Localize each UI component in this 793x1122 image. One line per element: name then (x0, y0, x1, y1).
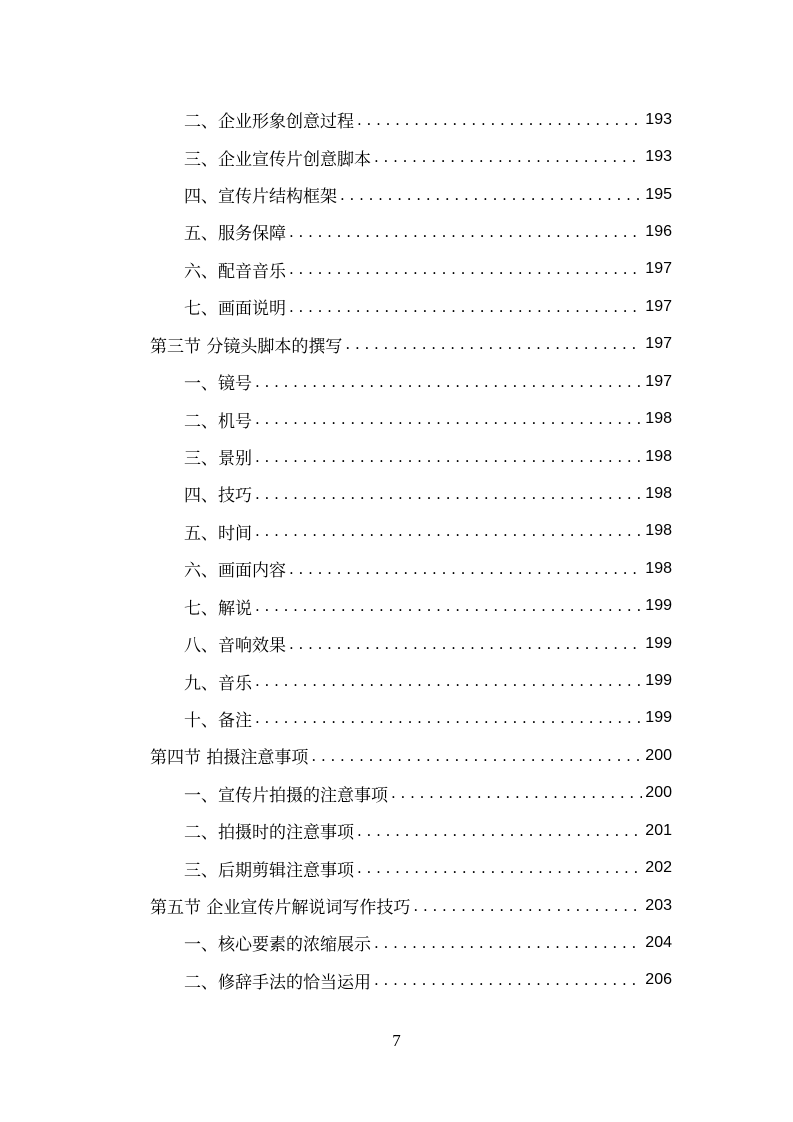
toc-entry-label: 二、修辞手法的恰当运用 (184, 972, 371, 993)
toc-entry-page-number: 204 (645, 933, 672, 951)
toc-entry-label: 二、机号 (184, 411, 252, 432)
toc-entry-page-number: 198 (645, 410, 672, 428)
toc-entry-page-number: 195 (645, 185, 672, 203)
toc-dot-leader (340, 186, 642, 204)
toc-entry-label: 七、解说 (184, 598, 252, 619)
toc-entry-page-number: 200 (645, 784, 672, 802)
toc-entry-label: 一、核心要素的浓缩展示 (184, 935, 371, 956)
table-of-contents (150, 101, 672, 999)
toc-entry-page-number: 206 (645, 971, 672, 989)
toc-dot-leader (255, 709, 642, 727)
toc-subsection-entry[interactable] (150, 625, 672, 662)
toc-subsection-entry[interactable] (150, 962, 672, 999)
toc-subsection-entry[interactable] (150, 213, 672, 250)
toc-subsection-entry[interactable] (150, 662, 672, 699)
toc-dot-leader (255, 373, 642, 391)
toc-entry-page-number: 196 (645, 222, 672, 240)
toc-dot-leader (345, 335, 642, 353)
toc-entry-label: 一、镜号 (184, 374, 252, 395)
toc-section-entry[interactable] (150, 887, 672, 924)
toc-entry-page-number: 203 (645, 896, 672, 914)
toc-dot-leader (374, 971, 642, 989)
toc-subsection-entry[interactable] (150, 251, 672, 288)
toc-entry-label: 五、时间 (184, 523, 252, 544)
toc-dot-leader (255, 672, 642, 690)
toc-entry-page-number: 202 (645, 859, 672, 877)
toc-subsection-entry[interactable] (150, 550, 672, 587)
toc-entry-label: 四、宣传片结构框架 (184, 187, 337, 208)
toc-entry-label: 三、景别 (184, 449, 252, 469)
toc-subsection-entry[interactable] (150, 513, 672, 550)
toc-subsection-entry[interactable] (150, 101, 672, 138)
toc-dot-leader (374, 934, 642, 952)
toc-dot-leader (289, 260, 642, 278)
toc-dot-leader (357, 822, 642, 840)
toc-entry-page-number: 193 (645, 148, 672, 166)
toc-entry-label: 六、画面内容 (184, 561, 286, 582)
toc-dot-leader (255, 522, 642, 540)
toc-dot-leader (311, 747, 642, 765)
toc-entry-label: 一、宣传片拍摄的注意事项 (184, 785, 388, 806)
toc-dot-leader (374, 148, 642, 166)
toc-entry-label: 二、拍摄时的注意事项 (184, 823, 354, 844)
toc-entry-label: 第三节 分镜头脚本的撰写 (150, 336, 343, 357)
toc-entry-page-number: 199 (645, 597, 672, 615)
toc-entry-label: 六、配音音乐 (184, 261, 286, 282)
toc-entry-page-number: 193 (645, 110, 672, 128)
toc-entry-page-number: 197 (645, 260, 672, 278)
toc-subsection-entry[interactable] (150, 812, 672, 849)
toc-dot-leader (289, 298, 642, 316)
toc-entry-page-number: 199 (645, 709, 672, 727)
toc-entry-label: 九、音乐 (184, 673, 252, 694)
toc-entry-label: 五、服务保障 (184, 224, 286, 245)
toc-entry-page-number: 201 (645, 821, 672, 839)
toc-entry-label: 第四节 拍摄注意事项 (150, 748, 309, 769)
toc-subsection-entry[interactable] (150, 924, 672, 961)
toc-subsection-entry[interactable] (150, 288, 672, 325)
toc-dot-leader (357, 111, 642, 129)
toc-entry-label: 七、画面说明 (184, 299, 286, 320)
toc-subsection-entry[interactable] (150, 849, 672, 886)
toc-subsection-entry[interactable] (150, 438, 672, 475)
toc-dot-leader (255, 448, 642, 466)
toc-dot-leader (289, 635, 642, 653)
toc-subsection-entry[interactable] (150, 138, 672, 175)
toc-entry-page-number: 198 (645, 484, 672, 502)
toc-dot-leader (255, 597, 642, 615)
toc-subsection-entry[interactable] (150, 363, 672, 400)
toc-entry-label: 十、备注 (184, 710, 252, 731)
page-number: 7 (392, 1031, 401, 1050)
toc-dot-leader (289, 560, 642, 578)
toc-entry-label: 第五节 企业宣传片解说词写作技巧 (150, 898, 411, 919)
toc-entry-label: 四、技巧 (184, 486, 252, 507)
toc-dot-leader (289, 223, 642, 241)
toc-entry-page-number: 197 (645, 335, 672, 353)
toc-dot-leader (391, 784, 642, 802)
toc-dot-leader (255, 410, 642, 428)
toc-subsection-entry[interactable] (150, 587, 672, 624)
toc-entry-page-number: 199 (645, 672, 672, 690)
toc-subsection-entry[interactable] (150, 400, 672, 437)
toc-entry-label: 三、后期剪辑注意事项 (184, 860, 354, 881)
toc-subsection-entry[interactable] (150, 475, 672, 512)
toc-dot-leader (357, 859, 642, 877)
toc-subsection-entry[interactable] (150, 700, 672, 737)
toc-entry-page-number: 199 (645, 634, 672, 652)
toc-entry-label: 三、企业宣传片创意脚本 (184, 149, 371, 170)
toc-entry-label: 八、音响效果 (184, 636, 286, 657)
toc-section-entry[interactable] (150, 737, 672, 774)
toc-section-entry[interactable] (150, 326, 672, 363)
toc-entry-page-number: 198 (645, 559, 672, 577)
toc-subsection-entry[interactable] (150, 176, 672, 213)
toc-entry-page-number: 197 (645, 297, 672, 315)
toc-entry-page-number: 198 (645, 447, 672, 465)
toc-subsection-entry[interactable] (150, 775, 672, 812)
toc-entry-page-number: 197 (645, 372, 672, 390)
toc-entry-page-number: 200 (645, 746, 672, 764)
toc-entry-page-number: 198 (645, 522, 672, 540)
toc-dot-leader (413, 897, 642, 915)
toc-entry-label: 二、企业形象创意过程 (184, 112, 354, 133)
toc-dot-leader (255, 485, 642, 503)
